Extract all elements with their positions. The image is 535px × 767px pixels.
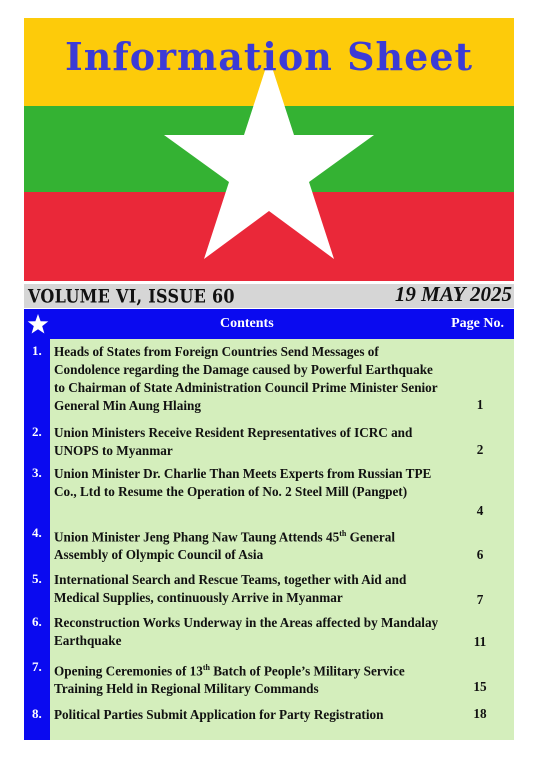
- toc-header: [24, 309, 514, 339]
- page-no-heading: Page No.: [451, 316, 504, 331]
- entry-number: 1.: [32, 343, 42, 358]
- entry-title: International Search and Rescue Teams, together with Aid and Medical Supplies, continuously Arrive in Myanmar: [54, 572, 407, 605]
- volume-issue: VOLUME VI, ISSUE 60: [28, 285, 235, 307]
- entry-title-part: General Assembly of Olympic Council of Asia: [54, 529, 396, 563]
- issue-date: 19 MAY 2025: [394, 282, 512, 306]
- entry-number: 4.: [32, 525, 42, 540]
- ordinal-suffix: th: [339, 529, 347, 538]
- entry-page: 18: [473, 706, 487, 721]
- sheet-title: Information Sheet: [64, 34, 474, 79]
- entry-page: 4: [476, 503, 484, 518]
- entry-title: Political Parties Submit Application for Party Registration: [54, 707, 384, 722]
- entry-number: 2.: [32, 424, 42, 439]
- entry-number: 6.: [32, 614, 42, 629]
- entry-page: 1: [476, 397, 484, 412]
- entry-title-part: Union Minister Jeng Phang Naw Taung Attends 45: [54, 529, 340, 545]
- entry-title-part: Batch of People’s Military Service Training Held in Regional Military Commands: [54, 663, 405, 697]
- ordinal-suffix: th: [202, 663, 210, 672]
- entry-number: 5.: [32, 571, 42, 586]
- entry-number: 3.: [32, 465, 42, 480]
- entry-page: 6: [476, 547, 484, 562]
- star-icon: [27, 313, 49, 335]
- entry-title: Union Minister Dr. Charlie Than Meets Experts from Russian TPE Co., Ltd to Resume the Operation of No. 2 Steel Mill (Pangpet): [54, 466, 432, 499]
- contents-heading: Contents: [220, 316, 274, 331]
- entry-title: Union Ministers Receive Resident Representatives of ICRC and UNOPS to Myanmar: [54, 425, 413, 458]
- entry-page: 11: [473, 634, 487, 649]
- myanmar-flag: [24, 18, 514, 281]
- entry-title: [54, 659, 444, 698]
- entry-page: 2: [476, 442, 484, 457]
- entry-page: 15: [473, 679, 487, 694]
- entry-title: Reconstruction Works Underway in the Areas affected by Mandalay Earthquake: [54, 615, 439, 648]
- entry-number: 8.: [32, 706, 42, 721]
- table-of-contents: [24, 309, 514, 740]
- entry-title: Heads of States from Foreign Countries Send Messages of Condolence regarding the Damage caused by Powerful Earthquake to Chairman of State Administration Council Prime Minister Senior General Min Aung Hlaing: [54, 344, 438, 413]
- entry-title-part: Opening Ceremonies of 13: [54, 663, 203, 679]
- entry-title: [54, 525, 444, 564]
- entry-number: 7.: [32, 659, 42, 674]
- entry-page: 7: [476, 592, 484, 607]
- issue-bar: [24, 284, 514, 308]
